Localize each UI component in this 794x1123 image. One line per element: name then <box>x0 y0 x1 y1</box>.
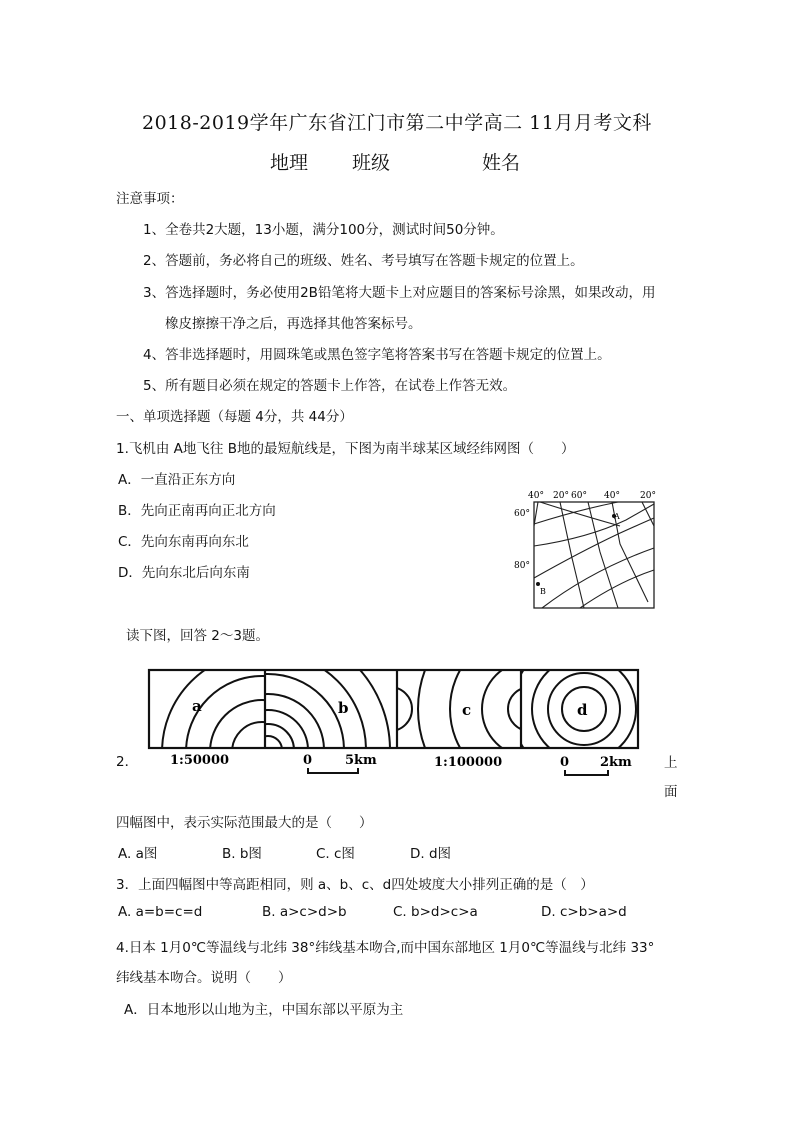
q4-stem-line-2: 纬线基本吻合。说明（ ） <box>116 970 292 986</box>
notice-item-4: 4、答非选择题时，用圆珠笔或黑色签字笔将答案书写在答题卡规定的位置上。 <box>143 347 611 363</box>
left-label-2: 80° <box>514 561 530 571</box>
q2-side-text-1: 上 <box>664 755 678 771</box>
scale-d-length: 2km <box>600 755 632 770</box>
q3-option-b: B. a>c>d>b <box>262 904 347 920</box>
top-label-5: 20° <box>640 491 656 501</box>
point-a-label: A <box>614 512 620 521</box>
contour-line-b <box>228 710 308 776</box>
parallel-line <box>542 548 654 608</box>
q3-option-c: C. b>d>c>a <box>393 904 478 920</box>
q1-option-c: C．先向东南再向东北 <box>118 534 249 550</box>
q3-option-a: A. a=b=c=d <box>118 904 203 920</box>
panel-label-c: c <box>462 701 472 719</box>
q4-stem-line-1: 4.日本 1月0℃等温线与北纬 38°纬线基本吻合,而中国东部地区 1月0℃等温线与北纬 33° <box>116 940 655 956</box>
contour-line-b <box>254 736 282 764</box>
q1-option-a: A．一直沿正东方向 <box>118 472 236 488</box>
q2-option-c: C. c图 <box>316 846 355 862</box>
contour-figure <box>140 664 650 776</box>
panel-label-a: a <box>192 697 202 715</box>
contour-line-c <box>368 687 412 731</box>
read-prompt: 读下图，回答 2～3题。 <box>126 628 269 644</box>
notice-item-3: 3、答选择题时，务必使用2B铅笔将大题卡上对应题目的答案标号涂黑，如果改动，用 <box>143 285 656 301</box>
q1-option-b: B．先向正南再向正北方向 <box>118 503 276 519</box>
notice-item-3-cont: 橡皮擦擦干净之后，再选择其他答案标号。 <box>165 316 422 332</box>
top-label-4: 40° <box>604 491 620 501</box>
scale-bar-d <box>565 770 608 775</box>
q1-stem: 1.飞机由 A地飞往 B地的最短航线是，下图为南半球某区域经纬网图（ ） <box>116 441 575 457</box>
q2-number: 2． <box>116 754 139 770</box>
q3-option-d: D. c>b>a>d <box>541 904 627 920</box>
panel-label-d: d <box>577 701 588 719</box>
contour-line-c <box>508 687 552 731</box>
q2-side-text-2: 面 <box>664 784 678 800</box>
q2-option-a: A. a图 <box>118 846 158 862</box>
class-label: 班级 <box>352 152 391 174</box>
contour-line-b <box>242 724 294 776</box>
name-label: 姓名 <box>482 152 521 174</box>
scale-b-length: 5km <box>345 753 377 768</box>
q2-option-b: B. b图 <box>222 846 262 862</box>
q1-option-d: D．先向东北后向东南 <box>118 565 250 581</box>
q2-stem: 四幅图中，表示实际范围最大的是（ ） <box>116 815 373 831</box>
left-label-1: 60° <box>514 509 530 519</box>
top-label-3: 60° <box>571 491 587 501</box>
q4-option-a: A．日本地形以山地为主，中国东部以平原为主 <box>124 1002 404 1018</box>
contour-frame <box>149 670 638 748</box>
notice-item-5: 5、所有题目必须在规定的答题卡上作答，在试卷上作答无效。 <box>143 378 517 394</box>
top-label-1: 40° <box>528 491 544 501</box>
scale-c: 1:100000 <box>434 755 503 770</box>
graticule-figure <box>508 486 668 614</box>
scale-bar-b <box>308 768 358 773</box>
scale-b-zero: 0 <box>303 753 313 768</box>
scale-a: 1:50000 <box>170 753 230 768</box>
contour-line-c <box>482 664 578 757</box>
subject-label: 地理 <box>270 152 309 174</box>
notice-heading: 注意事项： <box>116 191 184 207</box>
top-label-2: 20° <box>553 491 569 501</box>
panel-label-b: b <box>338 699 349 717</box>
q3-stem: 3．上面四幅图中等高距相同，则 a、b、c、d四处坡度大小排列正确的是（ ） <box>116 877 594 893</box>
parallel-line <box>540 502 620 526</box>
scale-d-zero: 0 <box>560 755 570 770</box>
point-b-label: B <box>540 587 546 596</box>
section-heading: 一、单项选择题（每题 4分，共 44分） <box>116 409 353 425</box>
notice-item-2: 2、答题前，务必将自己的班级、姓名、考号填写在答题卡规定的位置上。 <box>143 253 584 269</box>
exam-title: 2018-2019学年广东省江门市第二中学高二 11月月考文科 <box>142 112 652 134</box>
q2-option-d: D. d图 <box>410 846 452 862</box>
point-b-marker <box>536 582 540 586</box>
notice-item-1: 1、全卷共2大题，13小题，满分100分，测试时间50分钟。 <box>143 222 504 238</box>
